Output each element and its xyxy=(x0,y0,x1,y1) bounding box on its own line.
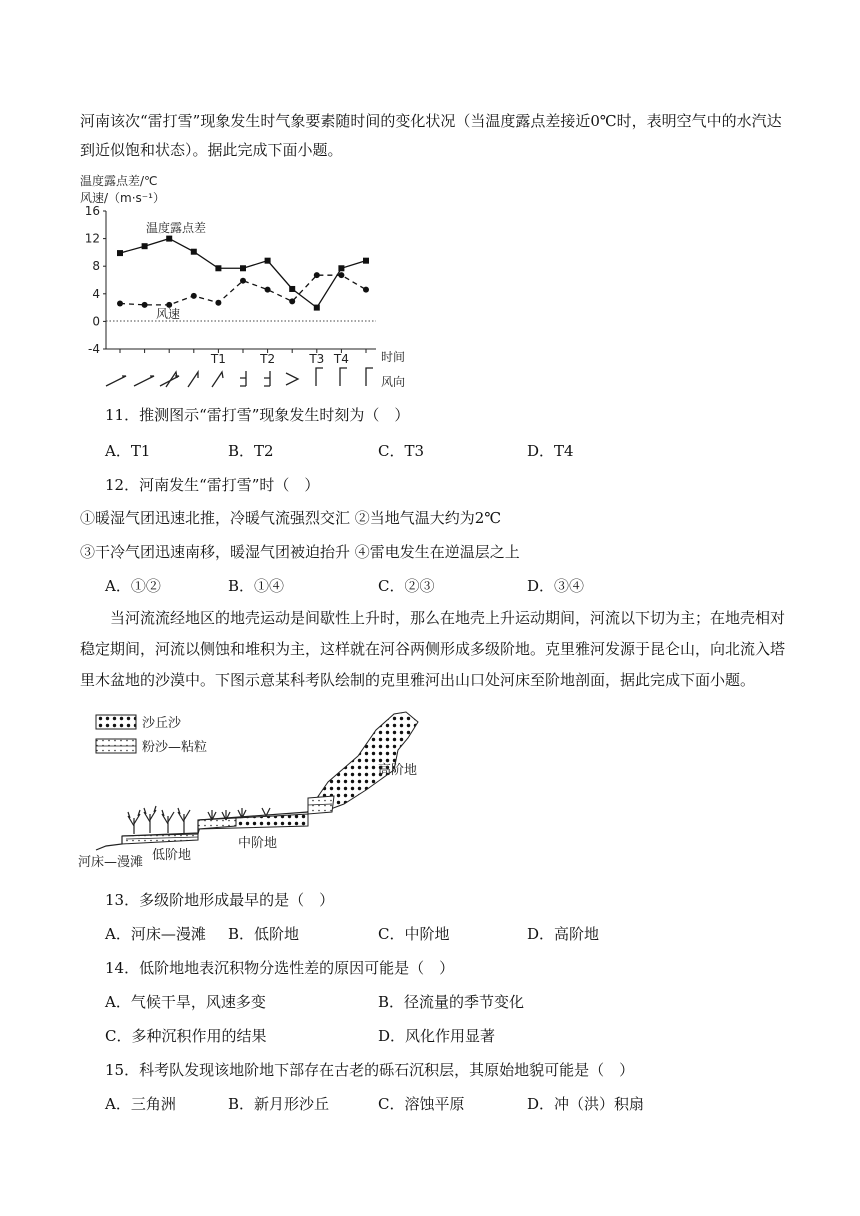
x-axis-label: 时间 xyxy=(381,350,406,364)
legend-dune-label: 沙丘沙 xyxy=(142,716,182,731)
q12-option-a[interactable]: A．①② xyxy=(105,577,161,595)
y-tick-label: 4 xyxy=(92,286,100,301)
q13-option-c[interactable]: C．中阶地 xyxy=(378,925,450,943)
label-low-terrace: 低阶地 xyxy=(152,848,192,863)
temp-dewpoint-point xyxy=(314,305,320,311)
legend-silt-label: 粉沙—粘粒 xyxy=(142,740,208,755)
wind-speed-point xyxy=(117,300,123,306)
wind-direction-barbs xyxy=(106,368,373,387)
terrace-passage: 当河流流经地区的地壳运动是间歇性上升时，那么在地壳上升运动期间，河流以下切为主；在地壳相对稳定期间，河流以侧蚀和堆积为主，这样就在河谷两侧形成多级阶地。克里雅河发源于昆仑山，向北流入塔里木盆地的沙漠中。下图示意某科考队绘制的克里雅河出山口处河床至阶地剖面，据此完成下面小题。 xyxy=(80,609,786,689)
q11-stem: 11．推测图示“雷打雪”现象发生时刻为（ ） xyxy=(105,406,410,424)
weather-chart xyxy=(76,172,416,394)
q13-option-d[interactable]: D．高阶地 xyxy=(527,925,600,943)
temp-series-label: 温度露点差 xyxy=(146,221,207,235)
q15-option-a[interactable]: A．三角洲 xyxy=(105,1095,176,1113)
q12-option-c[interactable]: C．②③ xyxy=(378,577,435,595)
temp-dewpoint-point xyxy=(215,265,221,271)
q12-option-b[interactable]: B．①④ xyxy=(228,577,285,595)
wind-series-label: 风速 xyxy=(156,307,181,321)
y-axis-label-temp: 温度露点差/℃ xyxy=(80,174,158,188)
label-middle-terrace: 中阶地 xyxy=(238,836,278,851)
q13-option-a[interactable]: A．河床—漫滩 xyxy=(105,925,206,943)
wind-speed-point xyxy=(215,300,221,306)
y-tick-label: -4 xyxy=(88,342,100,356)
wind-speed-point xyxy=(240,278,246,284)
temp-dewpoint-point xyxy=(265,258,271,264)
q11-option-c[interactable]: C．T3 xyxy=(378,442,425,460)
wind-speed-point xyxy=(289,298,295,304)
q12-option-d[interactable]: D．③④ xyxy=(527,577,585,595)
intro-paragraph: 河南该次“雷打雪”现象发生时气象要素随时间的变化状况（当温度露点差接近0℃时，表明空气中的水汽达到近似饱和状态）。据此完成下面小题。 xyxy=(80,112,782,159)
q11-option-b[interactable]: B．T2 xyxy=(228,442,274,460)
terrace-profile-figure xyxy=(76,708,426,872)
q12-stem: 12．河南发生“雷打雪”时（ ） xyxy=(105,476,320,494)
q15-stem: 15．科考队发现该地阶地下部存在古老的砾石沉积层，其原始地貌可能是（ ） xyxy=(105,1061,635,1079)
q12-items-line-2: ③干冷气团迅速南移，暖湿气团被迫抬升 ④雷电发生在逆温层之上 xyxy=(80,543,520,561)
y-tick-label: 0 xyxy=(92,314,100,329)
q14-stem: 14．低阶地地表沉积物分选性差的原因可能是（ ） xyxy=(105,959,455,977)
temp-dewpoint-point xyxy=(240,265,246,271)
x-tick-label-t1: T1 xyxy=(210,352,226,366)
label-riverbed-floodplain: 河床—漫滩 xyxy=(78,855,144,870)
high-terrace-sand xyxy=(308,712,418,811)
q14-option-b[interactable]: B．径流量的季节变化 xyxy=(378,993,525,1011)
x-tick-label-t2: T2 xyxy=(260,352,276,366)
x-tick-label-t4: T4 xyxy=(333,352,349,366)
q11-option-a[interactable]: A．T1 xyxy=(105,442,151,460)
wind-speed-point xyxy=(142,302,148,308)
label-high-terrace: 高阶地 xyxy=(378,763,418,778)
wind-speed-point xyxy=(314,272,320,278)
q15-option-c[interactable]: C．溶蚀平原 xyxy=(378,1095,465,1113)
q13-option-b[interactable]: B．低阶地 xyxy=(228,925,300,943)
q15-option-b[interactable]: B．新月形沙丘 xyxy=(228,1095,330,1113)
temp-dewpoint-point xyxy=(363,258,369,264)
q15-option-d[interactable]: D．冲（洪）积扇 xyxy=(527,1095,645,1113)
q13-stem: 13．多级阶地形成最早的是（ ） xyxy=(105,891,335,909)
y-tick-label: 12 xyxy=(84,231,100,246)
legend-dune-sand xyxy=(96,715,182,731)
temp-dewpoint-point xyxy=(142,243,148,249)
temp-dewpoint-line xyxy=(120,239,366,308)
wind-speed-point xyxy=(363,287,369,293)
q12-items-line-1: ①暖湿气团迅速北推，冷暖气流强烈交汇 ②当地气温大约为2℃ xyxy=(80,509,502,527)
wind-speed-point xyxy=(338,272,344,278)
q14-option-d[interactable]: D．风化作用显著 xyxy=(378,1027,496,1045)
q14-option-c[interactable]: C．多种沉积作用的结果 xyxy=(105,1027,267,1045)
q14-option-a[interactable]: A．气候干旱，风速多变 xyxy=(105,993,266,1011)
temp-dewpoint-point xyxy=(338,265,344,271)
q11-option-d[interactable]: D．T4 xyxy=(527,442,574,460)
riverbed-profile-line xyxy=(96,836,122,850)
wind-speed-point xyxy=(191,293,197,299)
wind-direction-label: 风向 xyxy=(381,375,406,389)
temp-dewpoint-point xyxy=(117,250,123,256)
y-tick-label: 8 xyxy=(92,259,100,274)
y-axis-label-wind: 风速/（m·s⁻¹） xyxy=(80,191,165,205)
y-tick-label: 16 xyxy=(84,204,100,218)
temp-dewpoint-point xyxy=(191,249,197,255)
wind-speed-point xyxy=(265,287,271,293)
legend-silt-clay xyxy=(96,739,207,755)
x-tick-label-t3: T3 xyxy=(309,352,325,366)
temp-dewpoint-point xyxy=(166,236,172,242)
temp-dewpoint-point xyxy=(289,286,295,292)
